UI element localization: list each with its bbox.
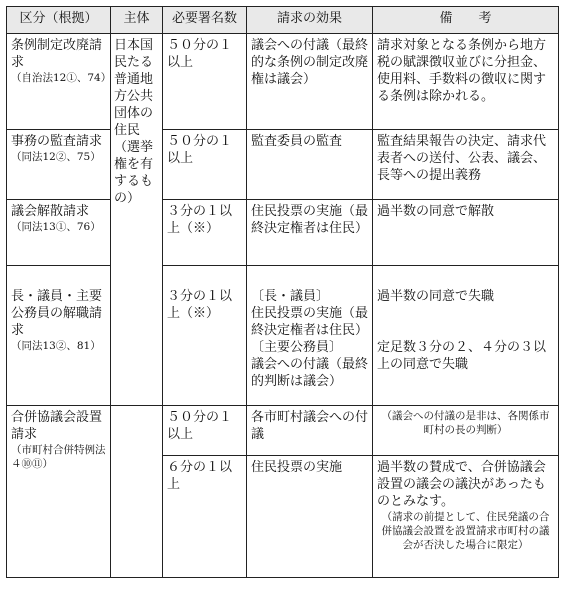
category-cell	[7, 200, 111, 266]
signatures-cell: ５０分の１以上	[163, 130, 247, 200]
remarks-text: 過半数の賛成で、合併協議会設置の議会の議決があったものとみなす。	[377, 460, 546, 509]
category-name: 合併協議会設置請求	[11, 410, 103, 442]
effect-line: 住民投票の実施（最終決定権者は住民）	[251, 306, 369, 338]
category-basis: （同法13②、81）	[11, 340, 101, 352]
header-signatures: 必要署名数	[163, 7, 247, 34]
effect-line: 〔主要公務員〕	[251, 340, 343, 355]
remarks-cell: 過半数の同意で解散	[373, 200, 559, 266]
table-row	[7, 34, 559, 130]
remarks-cell	[373, 456, 559, 578]
effect-cell	[247, 266, 373, 406]
category-name: 議会解散請求	[11, 204, 90, 219]
direct-demand-table	[6, 6, 559, 578]
remarks-note: （議会への付議の是非は、各関係市町村の長の判断）	[381, 410, 550, 436]
category-basis: （市町村合併特例法４⑩⑪）	[11, 444, 106, 470]
header-subject: 主体	[111, 7, 163, 34]
category-basis: （同法13①、76）	[11, 221, 101, 233]
remarks-line: 過半数の同意で失職	[377, 289, 495, 304]
table-row	[7, 266, 559, 406]
subject-cell	[111, 34, 163, 406]
category-basis: （自治法12①、74）	[11, 72, 112, 84]
signatures-cell: ５０分の１以上	[163, 406, 247, 456]
category-basis: （同法12②、75）	[11, 151, 101, 163]
header-category: 区分（根拠）	[7, 7, 111, 34]
effect-cell: 住民投票の実施	[247, 456, 373, 578]
table-row	[7, 406, 559, 456]
category-name: 事務の監査請求	[11, 134, 103, 149]
header-remarks: 備 考	[373, 7, 559, 34]
subject-text: 日本国民たる普通地方公共団体の住民（選挙権を有するもの）	[114, 38, 154, 206]
effect-cell: 議会への付議（最終的な条例の制定改廃権は議会）	[247, 34, 373, 130]
signatures-cell: ３分の１以上（※）	[163, 200, 247, 266]
remarks-line: 定足数３分の２、４分の３以上の同意で失職	[377, 340, 547, 372]
header-effect: 請求の効果	[247, 7, 373, 34]
table-row	[7, 200, 559, 266]
remarks-cell: 請求対象となる条例から地方税の賦課徴収並びに分担金、使用料、手数料の徴収に関する条例は除かれる。	[373, 34, 559, 130]
subject-cell-empty	[111, 406, 163, 578]
effect-line: 〔長・議員〕	[251, 289, 330, 304]
category-cell	[7, 34, 111, 130]
category-cell	[7, 266, 111, 406]
category-name: 条例制定改廃請求	[11, 38, 103, 70]
remarks-cell: 監査結果報告の決定、請求代表者への送付、公表、議会、長等への提出義務	[373, 130, 559, 200]
effect-cell: 各市町村議会への付議	[247, 406, 373, 456]
signatures-cell: ５０分の１以上	[163, 34, 247, 130]
signatures-cell: ３分の１以上（※）	[163, 266, 247, 406]
table-row	[7, 130, 559, 200]
remarks-cell	[373, 266, 559, 406]
category-cell	[7, 130, 111, 200]
category-name: 長・議員・主要公務員の解職請求	[11, 289, 103, 338]
remarks-note: （請求の前提として、住民発議の合併協議会設置を設置請求市町村の議会が否決した場合に限定）	[381, 511, 550, 551]
remarks-cell	[373, 406, 559, 456]
effect-cell: 監査委員の監査	[247, 130, 373, 200]
effect-line: 議会への付議（最終的判断は議会）	[251, 357, 369, 389]
signatures-cell: ６分の１以上	[163, 456, 247, 578]
table-header-row	[7, 7, 559, 34]
category-cell	[7, 406, 111, 578]
effect-cell: 住民投票の実施（最終決定権者は住民）	[247, 200, 373, 266]
